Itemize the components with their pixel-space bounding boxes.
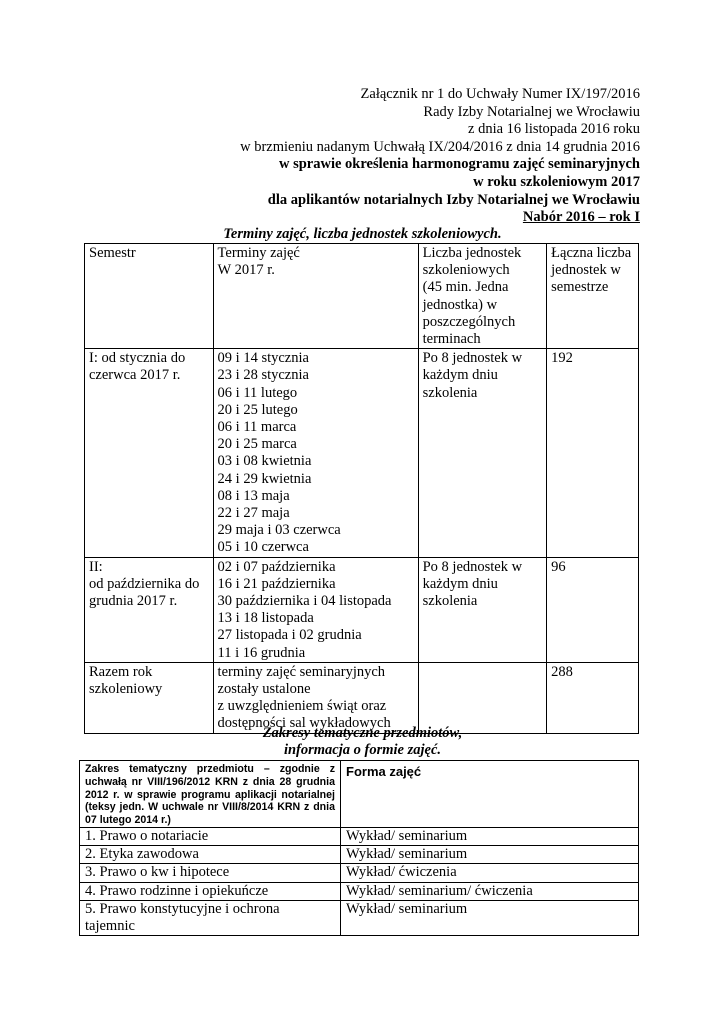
- subject-row: [80, 882, 639, 900]
- cell-text: od października do: [89, 575, 200, 592]
- header-semester: [85, 244, 214, 349]
- cell-text: 08 i 13 maja: [217, 487, 290, 504]
- cell-text: 02 i 07 października: [217, 558, 336, 575]
- subject-name: 1. Prawo o notariacie: [80, 827, 341, 845]
- header-line: Rady Izby Notarialnej we Wrocławiu: [423, 103, 640, 120]
- cell-text: 11 i 16 grudnia: [217, 644, 306, 661]
- cell-text: 30 października i 04 listopada: [217, 593, 392, 610]
- cell-text: 288: [551, 663, 573, 680]
- header-total: [547, 244, 639, 349]
- header-text: Semestr: [89, 245, 136, 261]
- subject-form: Wykład/ seminarium: [341, 900, 639, 935]
- cell-text: szkolenia: [422, 384, 478, 401]
- cell-text: 29 maja i 03 czerwca: [217, 522, 341, 539]
- subject-form: Wykład/ seminarium: [341, 846, 639, 864]
- cell-text: 23 i 28 stycznia: [217, 367, 309, 384]
- header-line: w brzmieniu nadanym Uchwałą IX/204/2016 z dnia 14 grudnia 2016: [240, 138, 640, 155]
- cell-dates: [213, 662, 418, 733]
- cell-text: czerwca 2017 r.: [89, 367, 181, 384]
- subjects-header-row: [80, 761, 639, 828]
- header-text: semestrze: [551, 279, 609, 296]
- cell-text: 06 i 11 marca: [217, 419, 297, 436]
- schedule-row-semester-2: [85, 557, 639, 662]
- cell-units: [418, 557, 547, 662]
- cell-text: 22 i 27 maja: [217, 505, 290, 522]
- cell-dates: [213, 349, 418, 557]
- cell-text: terminy zajęć seminaryjnych: [217, 663, 386, 680]
- cell-text: 96: [551, 558, 566, 575]
- subjects-table: [79, 760, 639, 936]
- cell-text: 06 i 11 lutego: [217, 384, 298, 401]
- subject-row: [80, 827, 639, 845]
- header-text: Łączna liczba: [551, 245, 632, 261]
- schedule-row-semester-1: [85, 349, 639, 557]
- cell-total: [547, 557, 639, 662]
- schedule-header-row: [85, 244, 639, 349]
- cell-text: 20 i 25 lutego: [217, 401, 298, 418]
- subject-name: [80, 900, 341, 935]
- subject-name-line: tajemnic: [85, 918, 135, 934]
- cell-text: każdym dniu: [422, 575, 498, 592]
- header-line: Załącznik nr 1 do Uchwały Numer IX/197/2016: [360, 86, 640, 102]
- header-text: jednostka) w: [422, 296, 498, 313]
- header-text: terminach: [422, 331, 481, 348]
- cell-text: 20 i 25 marca: [217, 436, 297, 453]
- cell-text: 27 listopada i 02 grudnia: [217, 627, 362, 644]
- subject-name-line: 5. Prawo konstytucyjne i ochrona: [85, 900, 280, 917]
- subject-name: 4. Prawo rodzinne i opiekuńcze: [80, 882, 341, 900]
- cell-text: dostępności sal wykładowych: [217, 715, 391, 732]
- subject-row: [80, 900, 639, 935]
- header-bold-line: dla aplikantów notarialnych Izby Notarialnej we Wrocławiu: [267, 191, 640, 208]
- header-text: W 2017 r.: [217, 262, 275, 279]
- cell-dates: [213, 557, 418, 662]
- cell-units: [418, 662, 547, 733]
- cell-text: 13 i 18 listopada: [217, 610, 314, 627]
- subject-form: Wykład/ seminarium: [341, 827, 639, 845]
- cell-units: [418, 349, 547, 557]
- subjects-caption-line: Zakresy tematyczne przedmiotów,: [262, 725, 463, 741]
- header-text: (45 min. Jedna: [422, 279, 509, 296]
- subjects-caption: [0, 725, 725, 759]
- cell-text: Po 8 jednostek w: [422, 558, 523, 575]
- subjects-caption-line: informacja o formie zajęć.: [283, 742, 442, 758]
- schedule-row-total: [85, 662, 639, 733]
- cell-text: 192: [551, 350, 573, 367]
- header-bold-line: w sprawie określenia harmonogramu zajęć seminaryjnych: [279, 156, 640, 173]
- recruitment-label: Nabór 2016 – rok I: [522, 209, 640, 226]
- header-text: szkoleniowych: [422, 262, 510, 279]
- subject-row: [80, 846, 639, 864]
- cell-text: I: od stycznia do: [89, 350, 186, 367]
- header-form: Forma zajęć: [341, 761, 639, 828]
- cell-text: z uwzględnieniem świąt oraz: [217, 698, 387, 715]
- cell-text: 09 i 14 stycznia: [217, 350, 309, 367]
- cell-text: II:: [89, 558, 103, 575]
- cell-semester: [85, 662, 214, 733]
- document-header: [80, 86, 640, 227]
- schedule-table: [84, 243, 639, 734]
- header-text: jednostek w: [551, 262, 621, 279]
- cell-text: każdym dniu: [422, 367, 498, 384]
- cell-semester: [85, 349, 214, 557]
- header-text: Liczba jednostek: [422, 245, 522, 261]
- subject-name: 2. Etyka zawodowa: [80, 846, 341, 864]
- subject-row: [80, 864, 639, 882]
- cell-text: 03 i 08 kwietnia: [217, 453, 312, 470]
- header-dates: [213, 244, 418, 349]
- cell-semester: [85, 557, 214, 662]
- cell-text: szkoleniowy: [89, 681, 163, 698]
- header-line: z dnia 16 listopada 2016 roku: [468, 121, 640, 138]
- cell-text: 16 i 21 października: [217, 575, 336, 592]
- cell-text: grudnia 2017 r.: [89, 593, 178, 610]
- cell-total: [547, 349, 639, 557]
- header-scope: Zakres tematyczny przedmiotu – zgodnie z uchwałą nr VIII/196/2012 KRN z dnia 28 grudnia 2012 r. w sprawie programu aplikacji notarialnej (teksy jedn. W uchwale nr VIII/8/2014 KRN z dnia 07 lutego 2014 r.): [80, 761, 341, 828]
- cell-text: szkolenia: [422, 593, 478, 610]
- subject-form: Wykład/ seminarium/ ćwiczenia: [341, 882, 639, 900]
- cell-text: Razem rok: [89, 663, 153, 680]
- subject-form: Wykład/ ćwiczenia: [341, 864, 639, 882]
- header-text: Terminy zajęć: [217, 245, 300, 261]
- header-units: [418, 244, 547, 349]
- cell-text: 05 i 10 czerwca: [217, 539, 309, 556]
- subject-name: 3. Prawo o kw i hipotece: [80, 864, 341, 882]
- cell-total: [547, 662, 639, 733]
- schedule-caption: Terminy zajęć, liczba jednostek szkoleniowych.: [223, 226, 502, 242]
- cell-text: zostały ustalone: [217, 681, 311, 698]
- cell-text: Po 8 jednostek w: [422, 350, 523, 367]
- header-bold-line: w roku szkoleniowym 2017: [473, 173, 640, 190]
- header-text: poszczególnych: [422, 313, 516, 330]
- cell-text: 24 i 29 kwietnia: [217, 470, 312, 487]
